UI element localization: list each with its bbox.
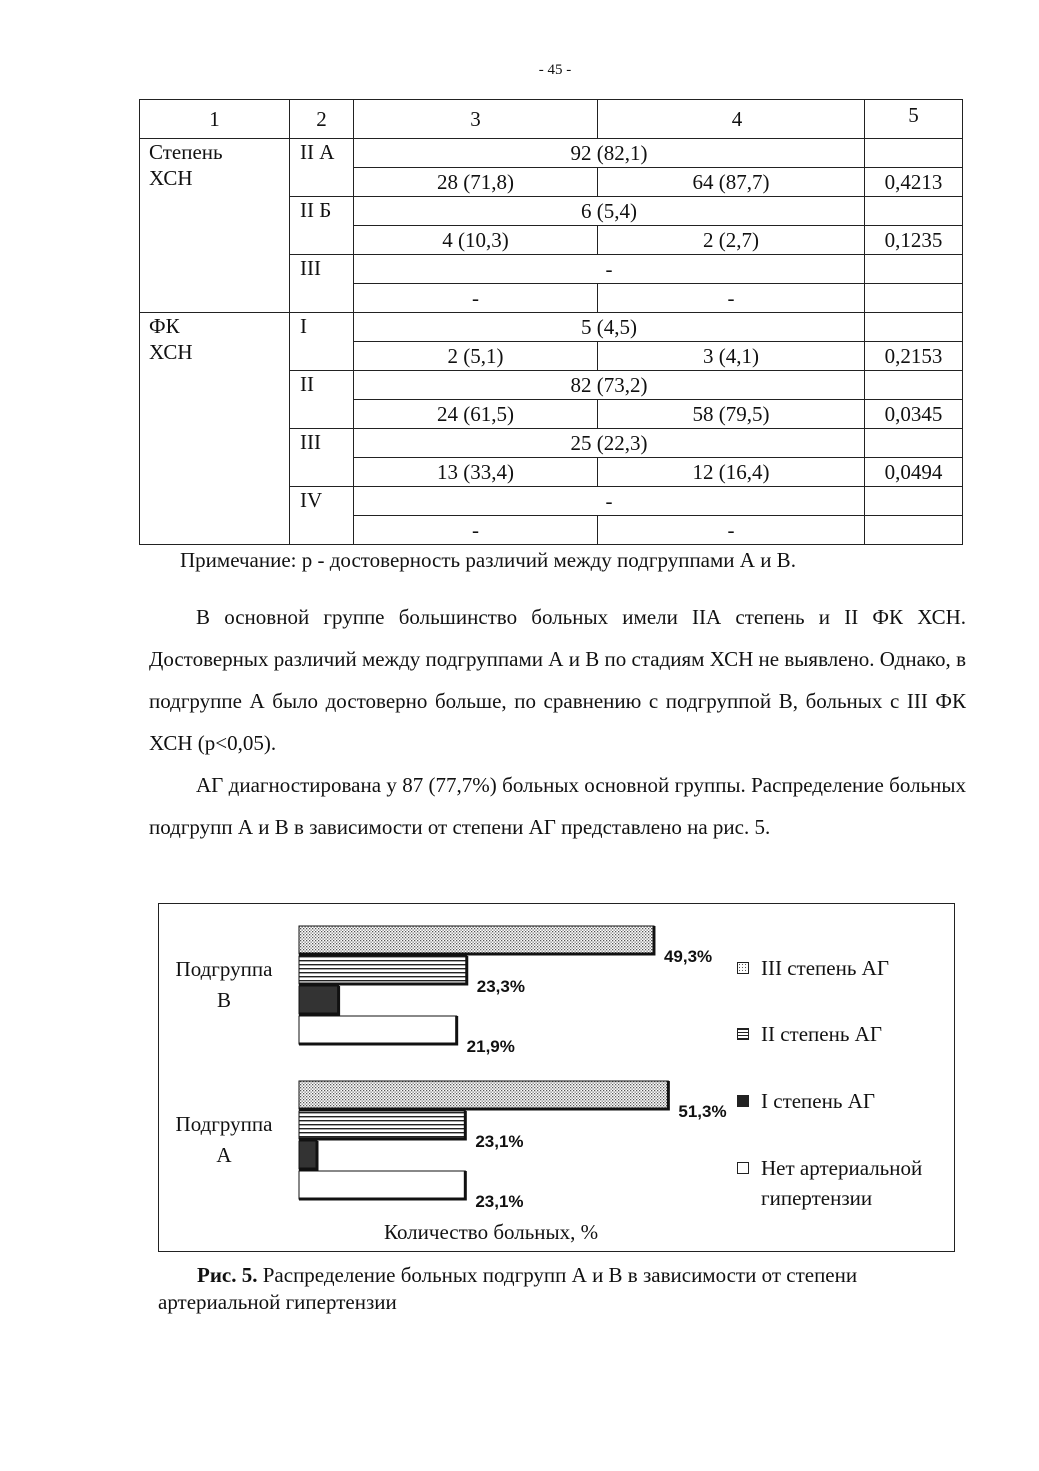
header-cell: 1 (140, 100, 290, 139)
total-cell: - (354, 255, 865, 284)
bar-subgroup-a-series-4 (299, 1171, 465, 1199)
category-label-line: В (216, 988, 231, 1012)
header-cell: 5 (865, 100, 963, 139)
total-cell: 6 (5,4) (354, 197, 865, 226)
bar-subgroup-a-series-3 (299, 1141, 317, 1169)
legend-label: II степень АГ (761, 1022, 882, 1046)
p-value-cell (865, 284, 963, 313)
p-value-cell (865, 516, 963, 545)
bar-subgroup-b-series-2 (299, 956, 467, 984)
p-cell (865, 313, 963, 342)
subgroup-b-cell: 58 (79,5) (598, 400, 865, 429)
results-table (139, 99, 963, 545)
legend-label: III степень АГ (761, 956, 889, 980)
subcategory-cell: II (290, 371, 354, 429)
subgroup-b-cell: 2 (2,7) (598, 226, 865, 255)
p-value-cell: 0,1235 (865, 226, 963, 255)
subgroup-a-cell: 4 (10,3) (354, 226, 598, 255)
caption-label: Рис. 5. (197, 1263, 258, 1287)
subcategory-cell: II Б (290, 197, 354, 255)
subgroup-a-cell: 2 (5,1) (354, 342, 598, 371)
subgroup-b-cell: - (598, 516, 865, 545)
x-axis-label: Количество больных, % (384, 1220, 599, 1244)
bar-value-label: 49,3% (663, 947, 713, 966)
bar-subgroup-b-series-3 (299, 986, 339, 1014)
section-label-line: ФК (149, 314, 180, 338)
p-cell (865, 429, 963, 458)
p-value-cell: 0,0345 (865, 400, 963, 429)
figure-chart (158, 903, 955, 1252)
total-cell: - (354, 487, 865, 516)
subcategory-cell: III (290, 429, 354, 487)
figure-caption (158, 1262, 958, 1316)
table-row (140, 313, 963, 342)
bar-value-label: 23,3% (476, 977, 525, 996)
subgroup-b-cell: 12 (16,4) (598, 458, 865, 487)
subgroup-a-cell: - (354, 516, 598, 545)
body-paragraph: АГ диагностирована у 87 (77,7%) больных основной группы. Распределение больных подгрупп А и В в зависимости от степени АГ представлено на рис. 5. (149, 773, 966, 839)
total-cell: 92 (82,1) (354, 139, 865, 168)
subgroup-b-cell: - (598, 284, 865, 313)
total-cell: 25 (22,3) (354, 429, 865, 458)
table-note: Примечание: p - достоверность различий между подгруппами А и В. (180, 548, 796, 572)
subgroup-b-cell: 64 (87,7) (598, 168, 865, 197)
subcategory-cell: III (290, 255, 354, 313)
empty-swatch-icon (737, 1162, 749, 1174)
subgroup-a-cell: 13 (33,4) (354, 458, 598, 487)
total-cell: 5 (4,5) (354, 313, 865, 342)
body-paragraph: В основной группе большинство больных имели IIА степень и II ФК ХСН. Достоверных различий между подгруппами А и В по стадиям ХСН не выявлено. Однако, в подгруппе А было достоверно больше, по сравнению с подгруппой В, больных с III ФК ХСН (р<0,05). (149, 605, 966, 755)
section-label (140, 313, 290, 545)
category-label-line: А (216, 1143, 232, 1167)
p-cell (865, 139, 963, 168)
header-cell: 3 (354, 100, 598, 139)
striped-swatch-icon (737, 1028, 749, 1040)
bar-subgroup-a-series-2 (299, 1111, 465, 1139)
bar-value-label: 23,1% (475, 1192, 524, 1211)
subgroup-a-cell: 24 (61,5) (354, 400, 598, 429)
header-cell: 2 (290, 100, 354, 139)
dotted-swatch-icon (737, 962, 749, 974)
legend-label-line: гипертензии (761, 1186, 873, 1210)
solid-swatch-icon (737, 1095, 749, 1107)
category-label-line: Подгруппа (175, 1112, 273, 1136)
bar-subgroup-a-series-1 (299, 1081, 668, 1109)
p-cell (865, 255, 963, 284)
table-header-row (140, 100, 963, 139)
section-label-line: ХСН (149, 166, 193, 190)
p-value-cell: 0,2153 (865, 342, 963, 371)
p-value-cell: 0,4213 (865, 168, 963, 197)
bar-value-label: 51,3% (678, 1102, 727, 1121)
subcategory-cell: IV (290, 487, 354, 545)
legend-label (761, 1153, 971, 1213)
bar-value-label: 23,1% (475, 1132, 524, 1151)
subgroup-a-cell: - (354, 284, 598, 313)
bar-subgroup-b-series-4 (299, 1016, 457, 1044)
section-label-line: ХСН (149, 340, 193, 364)
section-label (140, 139, 290, 313)
legend-label-line: Нет артериальной (761, 1156, 923, 1180)
legend-label: I степень АГ (761, 1089, 875, 1113)
category-label-line: Подгруппа (175, 957, 273, 981)
subgroup-a-cell: 28 (71,8) (354, 168, 598, 197)
table-row (140, 139, 963, 168)
bar-subgroup-b-series-1 (299, 926, 654, 954)
category-label-subgroup-b (159, 954, 289, 1016)
p-value-cell: 0,0494 (865, 458, 963, 487)
header-cell: 4 (598, 100, 865, 139)
category-label-subgroup-a (159, 1109, 289, 1171)
subcategory-cell: I (290, 313, 354, 371)
subcategory-cell: II А (290, 139, 354, 197)
caption-text: Распределение больных подгрупп А и В в зависимости от степени артериальной гипертензии (158, 1263, 858, 1314)
section-label-line: Степень (149, 140, 223, 164)
p-cell (865, 371, 963, 400)
p-cell (865, 487, 963, 516)
page-number: - 45 - (538, 62, 572, 78)
bar-value-label: 21,9% (466, 1037, 515, 1056)
p-cell (865, 197, 963, 226)
total-cell: 82 (73,2) (354, 371, 865, 400)
subgroup-b-cell: 3 (4,1) (598, 342, 865, 371)
